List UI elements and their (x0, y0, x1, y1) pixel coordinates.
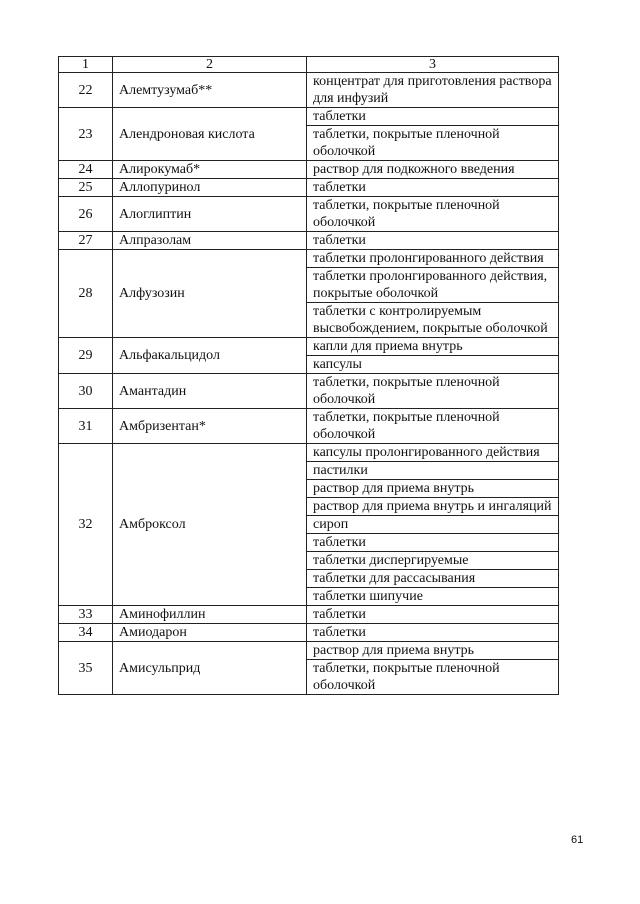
dosage-form-cell: раствор для приема внутрь (307, 480, 559, 498)
row-number-cell: 22 (59, 73, 113, 108)
dosage-form-cell: таблетки (307, 108, 559, 126)
drug-name-cell: Амиодарон (113, 624, 307, 642)
table-row (59, 197, 559, 232)
dosage-form-cell: таблетки (307, 624, 559, 642)
drug-name-cell: Амбризентан* (113, 409, 307, 444)
dosage-form-cell: таблетки, покрытые пленочной оболочкой (307, 374, 559, 409)
dosage-form-cell: капсулы пролонгированного действия (307, 444, 559, 462)
drug-name-cell: Алоглиптин (113, 197, 307, 232)
table-row (59, 108, 559, 126)
dosage-form-cell: таблетки (307, 534, 559, 552)
column-header-2: 2 (113, 57, 307, 73)
table-row (59, 338, 559, 356)
row-number-cell: 31 (59, 409, 113, 444)
row-number-cell: 29 (59, 338, 113, 374)
dosage-form-cell: таблетки для рассасывания (307, 570, 559, 588)
row-number-cell: 26 (59, 197, 113, 232)
dosage-form-cell: раствор для приема внутрь и ингаляций (307, 498, 559, 516)
dosage-form-cell: раствор для подкожного введения (307, 161, 559, 179)
column-header-1: 1 (59, 57, 113, 73)
dosage-form-cell: таблетки, покрытые пленочной оболочкой (307, 126, 559, 161)
dosage-form-cell: таблетки с контролируемым высвобождением, покрытые оболочкой (307, 303, 559, 338)
dosage-form-cell: пастилки (307, 462, 559, 480)
table-row (59, 232, 559, 250)
dosage-form-cell: таблетки, покрытые пленочной оболочкой (307, 409, 559, 444)
dosage-form-cell: таблетки, покрытые пленочной оболочкой (307, 660, 559, 695)
row-number-cell: 35 (59, 642, 113, 695)
column-header-3: 3 (307, 57, 559, 73)
drug-name-cell: Амисульприд (113, 642, 307, 695)
drug-name-cell: Амантадин (113, 374, 307, 409)
table-row (59, 179, 559, 197)
row-number-cell: 25 (59, 179, 113, 197)
drug-name-cell: Алфузозин (113, 250, 307, 338)
dosage-form-cell: таблетки пролонгированного действия, покрытые оболочкой (307, 268, 559, 303)
drug-name-cell: Алпразолам (113, 232, 307, 250)
drug-name-cell: Алендроновая кислота (113, 108, 307, 161)
dosage-form-cell: таблетки (307, 606, 559, 624)
table-body (59, 57, 559, 695)
table-row (59, 250, 559, 268)
table-row (59, 409, 559, 444)
medications-table (58, 56, 559, 695)
table-row (59, 374, 559, 409)
row-number-cell: 30 (59, 374, 113, 409)
row-number-cell: 24 (59, 161, 113, 179)
drug-name-cell: Альфакальцидол (113, 338, 307, 374)
dosage-form-cell: концентрат для приготовления раствора для инфузий (307, 73, 559, 108)
table-row (59, 444, 559, 462)
dosage-form-cell: таблетки шипучие (307, 588, 559, 606)
dosage-form-cell: таблетки, покрытые пленочной оболочкой (307, 197, 559, 232)
table-row (59, 161, 559, 179)
dosage-form-cell: таблетки (307, 179, 559, 197)
page-number: 61 (571, 834, 584, 846)
drug-name-cell: Амброксол (113, 444, 307, 606)
dosage-form-cell: раствор для приема внутрь (307, 642, 559, 660)
dosage-form-cell: таблетки диспергируемые (307, 552, 559, 570)
dosage-form-cell: капли для приема внутрь (307, 338, 559, 356)
row-number-cell: 34 (59, 624, 113, 642)
dosage-form-cell: капсулы (307, 356, 559, 374)
row-number-cell: 23 (59, 108, 113, 161)
table-row (59, 73, 559, 108)
row-number-cell: 32 (59, 444, 113, 606)
table-row (59, 642, 559, 660)
drug-name-cell: Аллопуринол (113, 179, 307, 197)
row-number-cell: 33 (59, 606, 113, 624)
drug-name-cell: Алирокумаб* (113, 161, 307, 179)
dosage-form-cell: сироп (307, 516, 559, 534)
table-row (59, 624, 559, 642)
row-number-cell: 27 (59, 232, 113, 250)
table-header-row (59, 57, 559, 73)
dosage-form-cell: таблетки (307, 232, 559, 250)
drug-name-cell: Аминофиллин (113, 606, 307, 624)
drug-name-cell: Алемтузумаб** (113, 73, 307, 108)
dosage-form-cell: таблетки пролонгированного действия (307, 250, 559, 268)
row-number-cell: 28 (59, 250, 113, 338)
table-row (59, 606, 559, 624)
